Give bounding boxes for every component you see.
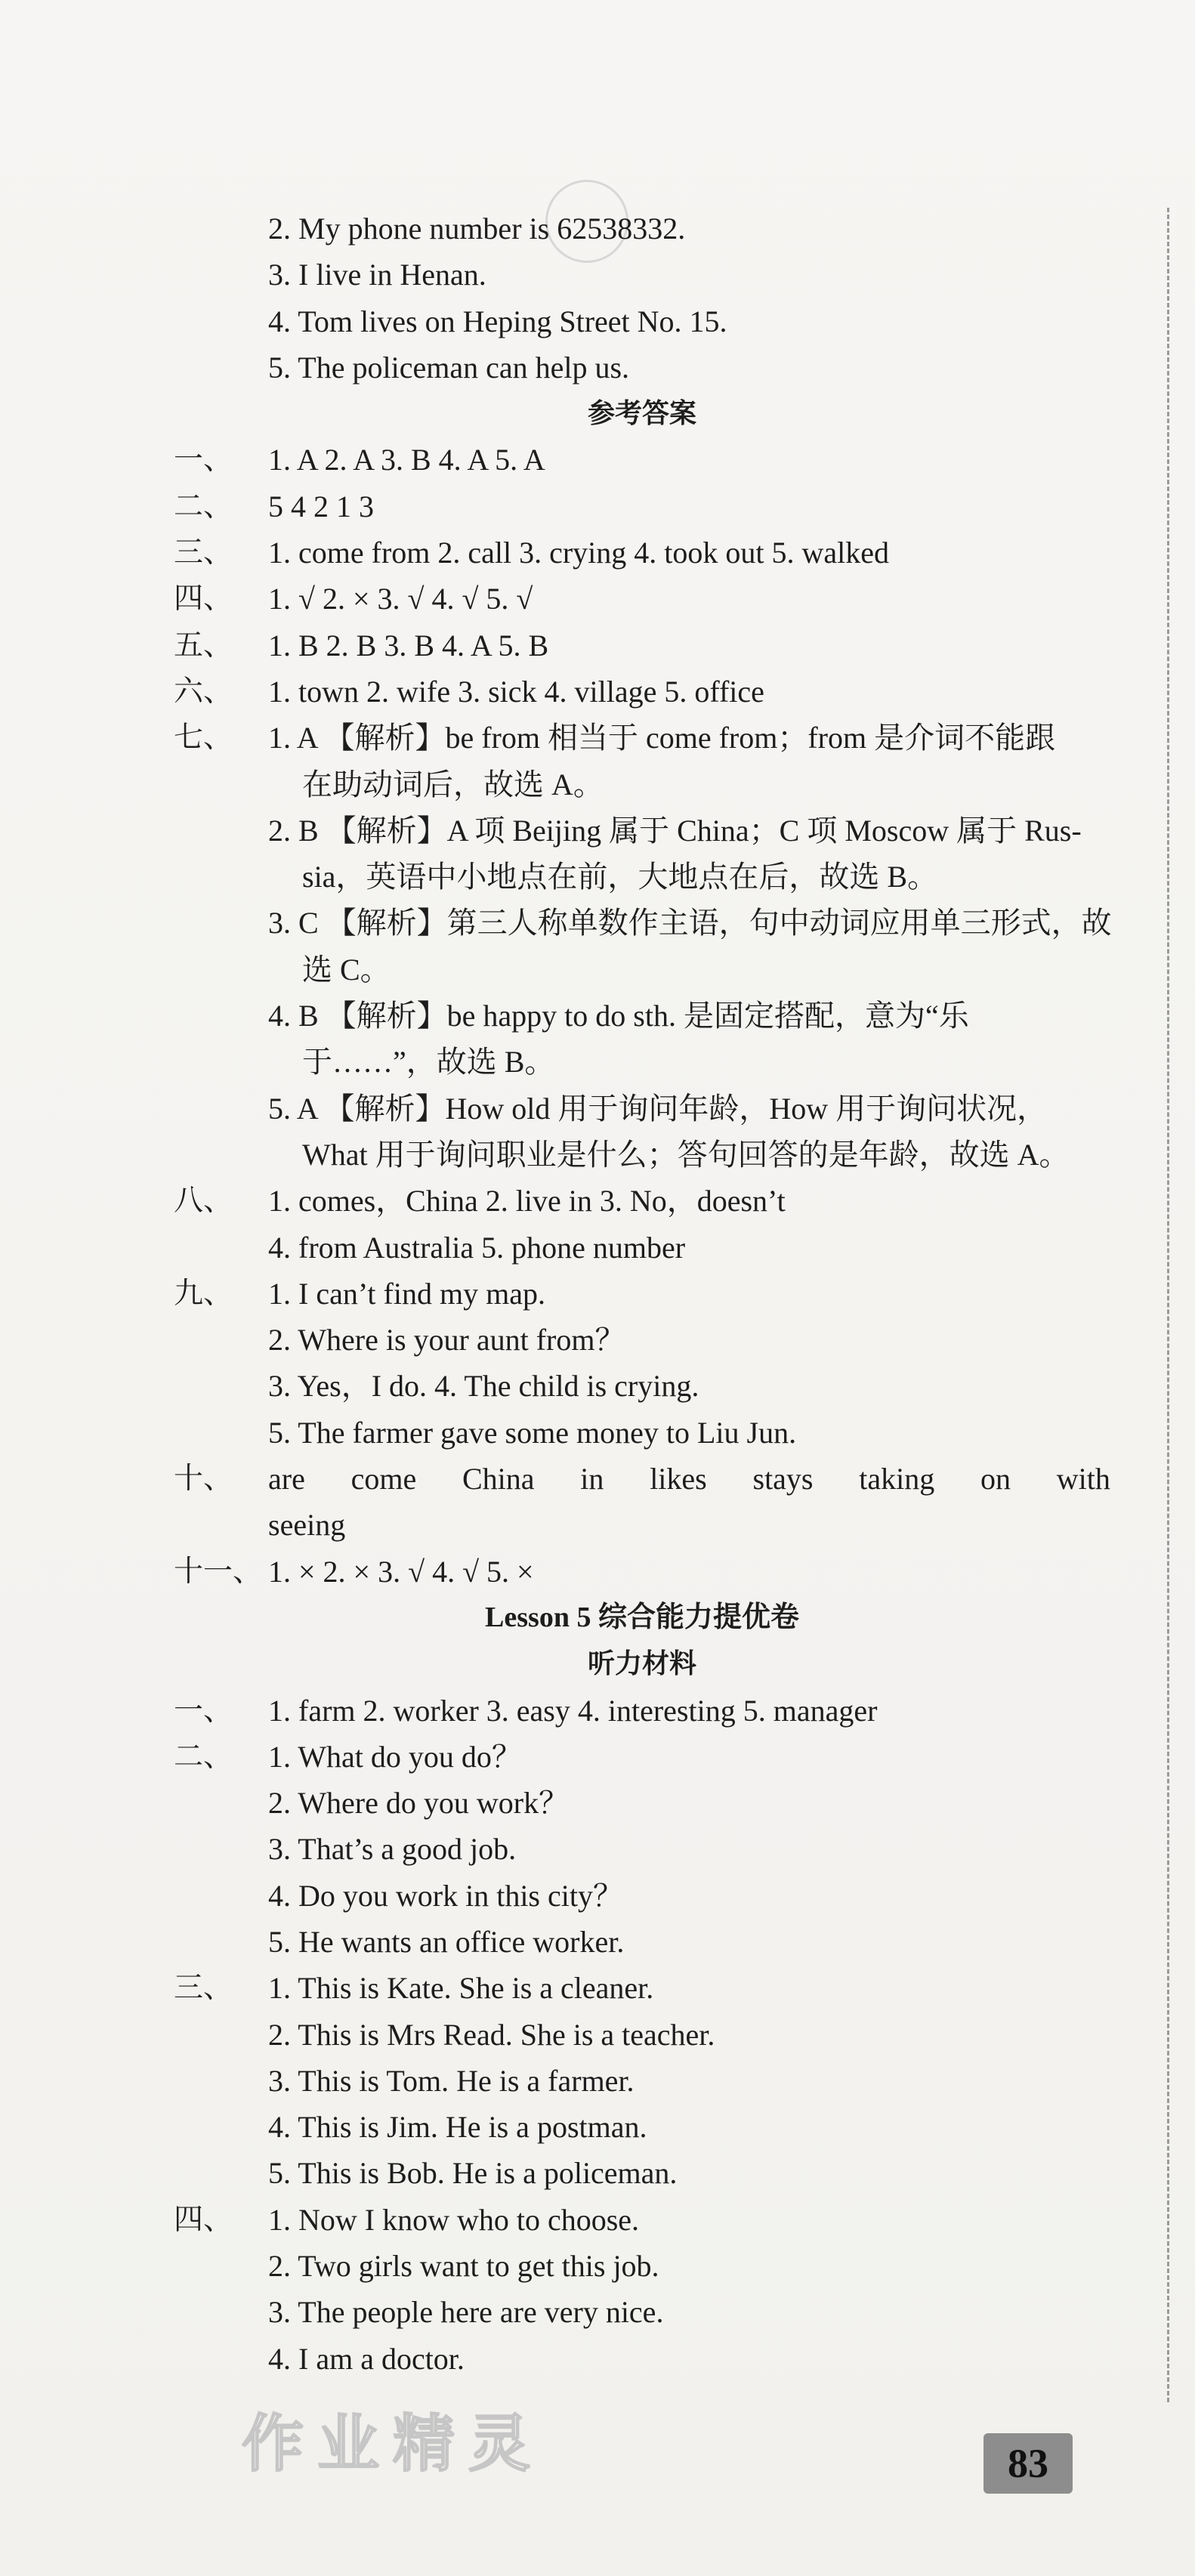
text-line	[174, 1456, 1110, 1502]
answer-text: 5. This is Bob. He is a policeman.	[268, 2156, 678, 2191]
text-line	[174, 298, 1110, 344]
text-line	[174, 761, 1110, 808]
text-line	[174, 669, 1110, 715]
answer-content	[174, 205, 1110, 2382]
text-line	[174, 2289, 1110, 2335]
text-line	[174, 622, 1110, 669]
text-line	[174, 1873, 1110, 1919]
answer-text: 1. √ 2. × 3. √ 4. √ 5. √	[268, 582, 533, 616]
answer-text: 1. B 2. B 3. B 4. A 5. B	[268, 628, 549, 663]
text-line	[174, 1317, 1110, 1363]
word: on	[980, 1462, 1011, 1496]
text-line	[174, 2058, 1110, 2104]
answer-text: seeing	[268, 1508, 346, 1543]
question-number: 七、	[174, 721, 233, 755]
question-number: 十一、	[174, 1554, 263, 1589]
word: taking	[859, 1462, 935, 1496]
text-line	[174, 576, 1110, 622]
answer-text: 4. Do you work in this city？	[268, 1878, 623, 1913]
question-number: 一、	[174, 443, 233, 477]
text-line	[174, 1780, 1110, 1826]
text-line	[174, 252, 1110, 298]
question-number: 二、	[174, 489, 233, 524]
answer-text: 1. come from 2. call 3. crying 4. took out 5. walked	[268, 536, 890, 570]
text-line	[174, 1502, 1110, 1548]
answer-text: 2. B 【解析】A 项 Beijing 属于 China；C 项 Moscow 属于 Rus-	[268, 813, 1082, 848]
text-line	[174, 1178, 1110, 1224]
lesson-title	[174, 1595, 1110, 1641]
answer-text: 1. A 【解析】be from 相当于 come from；from 是介词不能跟	[268, 721, 1056, 755]
answer-text: 3. C 【解析】第三人称单数作主语，句中动词应用单三形式，故	[268, 906, 1112, 941]
text-line	[174, 1086, 1110, 1132]
answer-text: 1. This is Kate. She is a cleaner.	[268, 1971, 654, 2006]
answer-text: sia，英语中小地点在前，大地点在后，故选 B。	[302, 860, 938, 894]
answer-text: 2. My phone number is 62538332.	[268, 212, 686, 246]
answer-text: 在助动词后，故选 A。	[302, 767, 604, 802]
page-number: 83	[983, 2433, 1073, 2494]
question-number: 八、	[174, 1184, 233, 1219]
text-line	[174, 2012, 1110, 2058]
text-line	[174, 205, 1110, 252]
answer-text: 3. That’s a good job.	[268, 1832, 517, 1867]
text-line	[174, 1549, 1110, 1595]
answer-text: 1. comes，China 2. live in 3. No，doesn’t	[268, 1184, 786, 1219]
text-line	[174, 2197, 1110, 2243]
answer-text: 1. town 2. wife 3. sick 4. village 5. office	[268, 674, 764, 709]
text-line	[174, 483, 1110, 530]
word: come	[350, 1462, 417, 1496]
section-heading	[174, 391, 1110, 437]
question-number: 三、	[174, 1971, 233, 2006]
text-line	[174, 2243, 1110, 2289]
answer-text: 2. Where is your aunt from？	[268, 1323, 625, 1357]
word: likes	[650, 1462, 707, 1496]
answer-text: 4. B 【解析】be happy to do sth. 是固定搭配，意为“乐	[268, 999, 969, 1033]
text-line	[174, 947, 1110, 993]
question-number: 四、	[174, 582, 233, 616]
text-line	[174, 2336, 1110, 2382]
answer-text: 2. Two girls want to get this job.	[268, 2249, 659, 2284]
answer-text: 5. The policeman can help us.	[268, 350, 630, 385]
text-line	[174, 854, 1110, 900]
answer-text: 1. Now I know who to choose.	[268, 2202, 640, 2237]
question-number: 二、	[174, 1739, 233, 1774]
word: are	[268, 1462, 305, 1496]
text-line	[174, 808, 1110, 854]
answer-text: 3. I live in Henan.	[268, 258, 486, 292]
answer-text: 1. × 2. × 3. √ 4. √ 5. ×	[268, 1554, 534, 1589]
answer-text: 3. This is Tom. He is a farmer.	[268, 2063, 635, 2098]
text-line	[174, 1734, 1110, 1780]
text-line	[174, 1688, 1110, 1734]
section-heading-text: 参考答案	[587, 398, 696, 430]
answer-text: 5. He wants an office worker.	[268, 1924, 625, 1959]
question-number: 四、	[174, 2202, 233, 2237]
answer-text: 4. from Australia 5. phone number	[268, 1230, 686, 1265]
lesson-title-text: Lesson 5 综合能力提优卷	[485, 1601, 799, 1633]
section-heading-text: 听力材料	[587, 1648, 696, 1680]
answer-text: 5. The farmer gave some money to Liu Jun.	[268, 1415, 797, 1450]
text-line	[174, 1225, 1110, 1271]
answer-text: 2. This is Mrs Read. She is a teacher.	[268, 2017, 715, 2052]
answer-text: What 用于询问职业是什么；答句回答的是年龄，故选 A。	[302, 1137, 1070, 1172]
text-line	[174, 1919, 1110, 1965]
word: stays	[752, 1462, 814, 1496]
text-line	[174, 1039, 1110, 1085]
answer-text: 1. What do you do？	[268, 1739, 522, 1774]
question-number: 一、	[174, 1693, 233, 1728]
question-number: 三、	[174, 536, 233, 570]
watermark: 作业精灵	[242, 2408, 545, 2480]
text-line	[174, 1826, 1110, 1872]
answer-text: 4. I am a doctor.	[268, 2341, 465, 2376]
word: in	[580, 1462, 604, 1496]
answer-text: 5 4 2 1 3	[268, 489, 374, 524]
answer-text	[268, 1456, 1110, 1502]
text-line	[174, 437, 1110, 483]
answer-text: 5. A 【解析】How old 用于询问年龄，How 用于询问状况，	[268, 1091, 1048, 1126]
text-line	[174, 1132, 1110, 1178]
answer-text: 于……”，故选 B。	[302, 1045, 555, 1080]
answer-text: 1. I can’t find my map.	[268, 1276, 545, 1311]
text-line	[174, 2150, 1110, 2196]
word: China	[462, 1462, 535, 1496]
text-line	[174, 715, 1110, 761]
text-line	[174, 1965, 1110, 2011]
answer-text: 选 C。	[302, 952, 391, 987]
answer-text: 1. A 2. A 3. B 4. A 5. A	[268, 443, 545, 477]
text-line	[174, 530, 1110, 576]
answer-text: 3. The people here are very nice.	[268, 2295, 664, 2330]
text-line	[174, 344, 1110, 391]
text-line	[174, 2104, 1110, 2150]
answer-text: 3. Yes，I do. 4. The child is crying.	[268, 1369, 699, 1404]
question-number: 五、	[174, 628, 233, 663]
question-number: 六、	[174, 674, 233, 709]
answer-text: 2. Where do you work？	[268, 1786, 570, 1821]
text-line	[174, 1271, 1110, 1317]
answer-text: 4. Tom lives on Heping Street No. 15.	[268, 304, 727, 338]
question-number: 十、	[174, 1462, 233, 1496]
text-line	[174, 1363, 1110, 1409]
text-line	[174, 993, 1110, 1039]
text-line	[174, 900, 1110, 946]
answer-text: 1. farm 2. worker 3. easy 4. interesting 5. manager	[268, 1693, 878, 1728]
dashed-margin-line	[1167, 208, 1169, 2402]
text-line	[174, 1410, 1110, 1456]
question-number: 九、	[174, 1276, 233, 1311]
section-heading	[174, 1641, 1110, 1687]
word: with	[1056, 1462, 1110, 1496]
answer-text: 4. This is Jim. He is a postman.	[268, 2110, 647, 2145]
